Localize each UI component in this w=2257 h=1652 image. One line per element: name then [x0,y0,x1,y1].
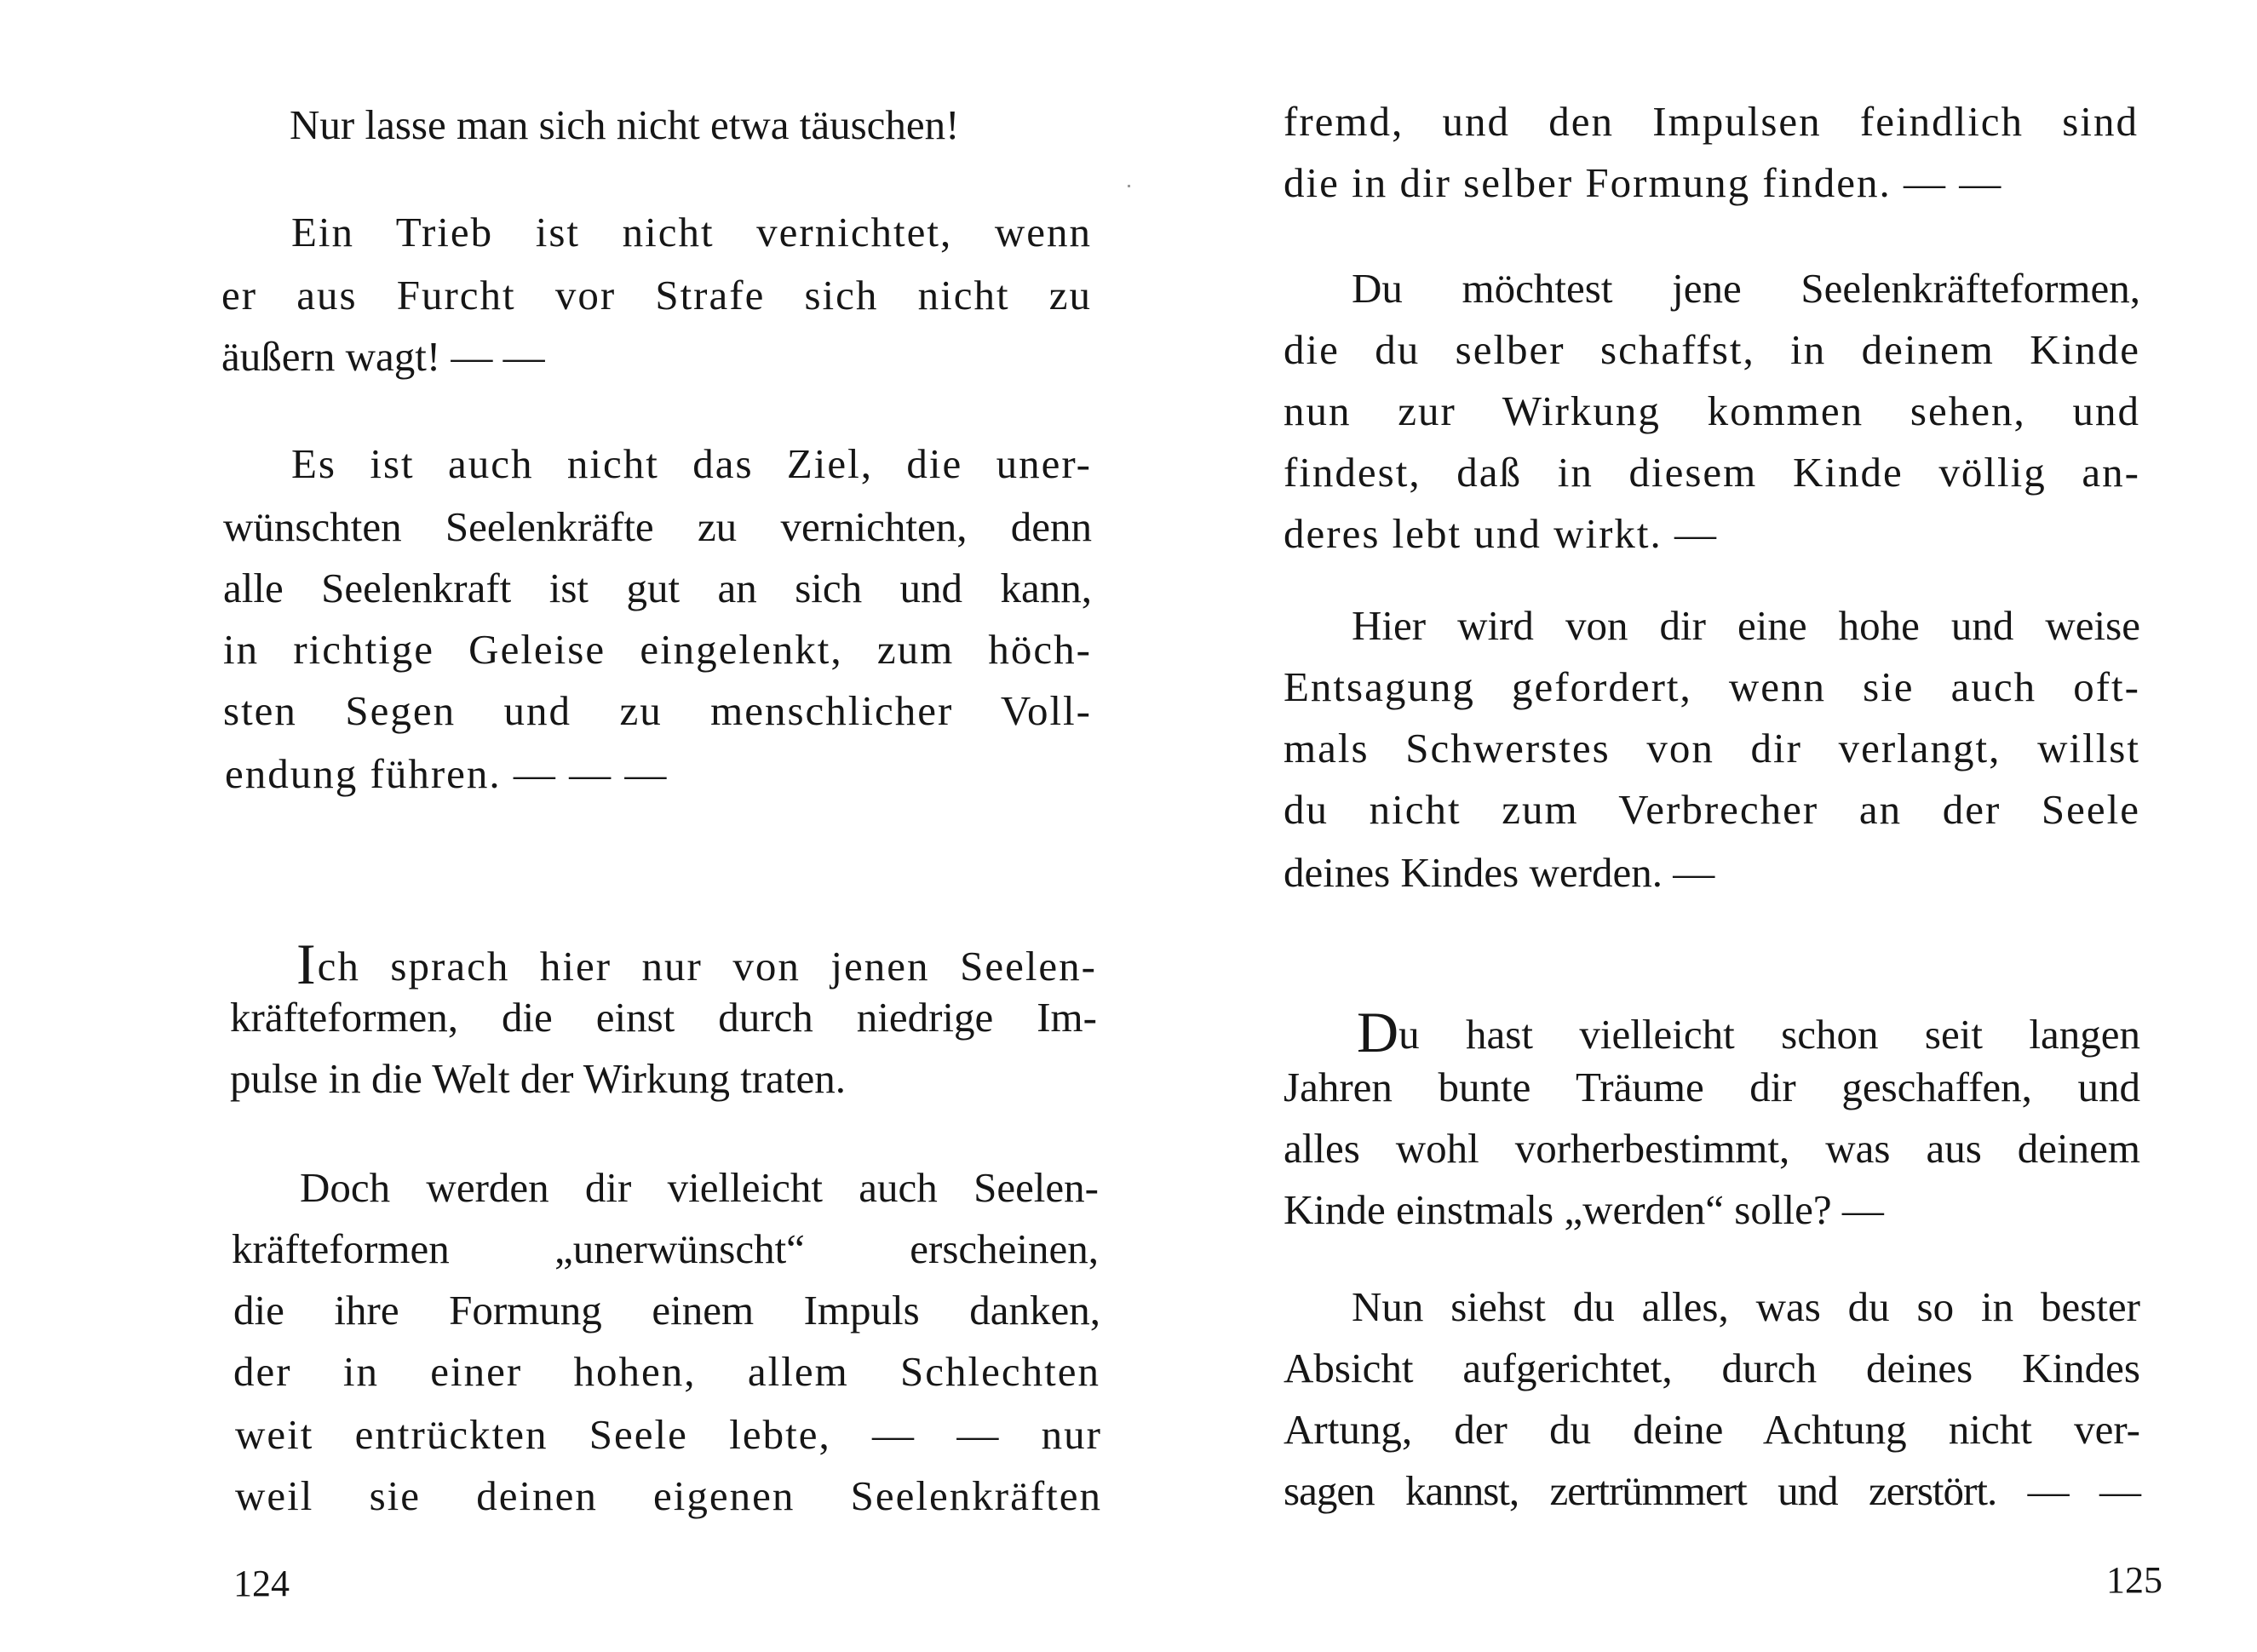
drop-cap: I [296,932,318,996]
text-line: mals Schwerstes von dir verlangt, willst [1284,725,2140,772]
text-line: fremd, und den Impulsen feindlich sind [1284,98,2139,145]
text-line: Es ist auch nicht das Ziel, die uner- [291,440,1092,487]
text-line: deres lebt und wirkt. — [1284,510,1719,557]
page-number: 124 [233,1563,290,1604]
text-line: findest, daß in diesem Kinde völlig an- [1284,449,2140,496]
text-line: weit entrückten Seele lebte, — — nur [235,1411,1102,1458]
text-line: alles wohl vorherbestimmt, was aus deinem [1284,1125,2140,1172]
text-line: der in einer hohen, allem Schlechten [233,1348,1100,1395]
text-line: wünschten Seelenkräfte zu vernichten, denn [223,503,1092,550]
text-line-content: ch sprach hier nur von jenen Seelen- [317,943,1097,989]
text-line: Jahren bunte Träume dir geschaffen, und [1284,1064,2140,1110]
text-line: er aus Furcht vor Strafe sich nicht zu [221,272,1092,318]
text-line: die in dir selber Formung finden. — — [1284,159,2003,206]
text-line: Hier wird von dir eine hohe und weise [1352,602,2140,649]
text-line: alle Seelenkraft ist gut an sich und kann, [223,565,1092,611]
right-page [1128,0,2257,1652]
text-line: Du möchtest jene Seelenkräfteformen, [1352,265,2140,312]
text-line: du nicht zum Verbrecher an der Seele [1284,786,2140,833]
text-line: deines Kindes werden. — [1284,849,1715,896]
text-line: äußern wagt! — — [221,333,545,380]
text-line: nun zur Wirkung kommen sehen, und [1284,387,2140,434]
text-line: Ein Trieb ist nicht vernichtet, wenn [291,209,1092,255]
text-line: die ihre Formung einem Impuls danken, [233,1287,1100,1334]
text-line-content: u hast vielleicht schon seit langen [1398,1011,2140,1058]
page-number: 125 [2106,1559,2162,1601]
text-line: sagen kannst, zertrümmert und zerstört. — — [1284,1467,2140,1514]
text-line: weil sie deinen eigenen Seelenkräften [235,1472,1102,1519]
text-line: Artung, der du deine Achtung nicht ver- [1284,1406,2140,1453]
drop-cap: D [1357,1000,1399,1064]
text-line: in richtige Geleise eingelenkt, zum höch- [223,626,1092,673]
text-line: Kinde einstmals „werden“ solle? — [1284,1186,1884,1233]
text-line: Entsagung gefordert, wenn sie auch oft- [1284,663,2140,710]
text-line [296,932,1097,996]
text-line: Doch werden dir vielleicht auch Seelen- [300,1164,1099,1211]
text-line: Nun siehst du alles, was du so in bester [1352,1283,2140,1330]
text-line: Nur lasse man sich nicht etwa täuschen! [290,101,960,148]
text-line: pulse in die Welt der Wirkung traten. [230,1055,847,1102]
text-line: die du selber schaffst, in deinem Kinde [1284,326,2140,373]
text-line: endung führen. — — — [225,750,669,797]
text-line: kräfteformen, die einst durch niedrige Im- [230,994,1097,1041]
text-line: kräfteformen „unerwünscht“ erscheinen, [232,1225,1099,1272]
text-line [1357,1000,2140,1064]
text-line: Absicht aufgerichtet, durch deines Kindes [1284,1345,2140,1391]
left-page [0,0,1128,1652]
text-line: sten Segen und zu menschlicher Voll- [223,687,1092,734]
